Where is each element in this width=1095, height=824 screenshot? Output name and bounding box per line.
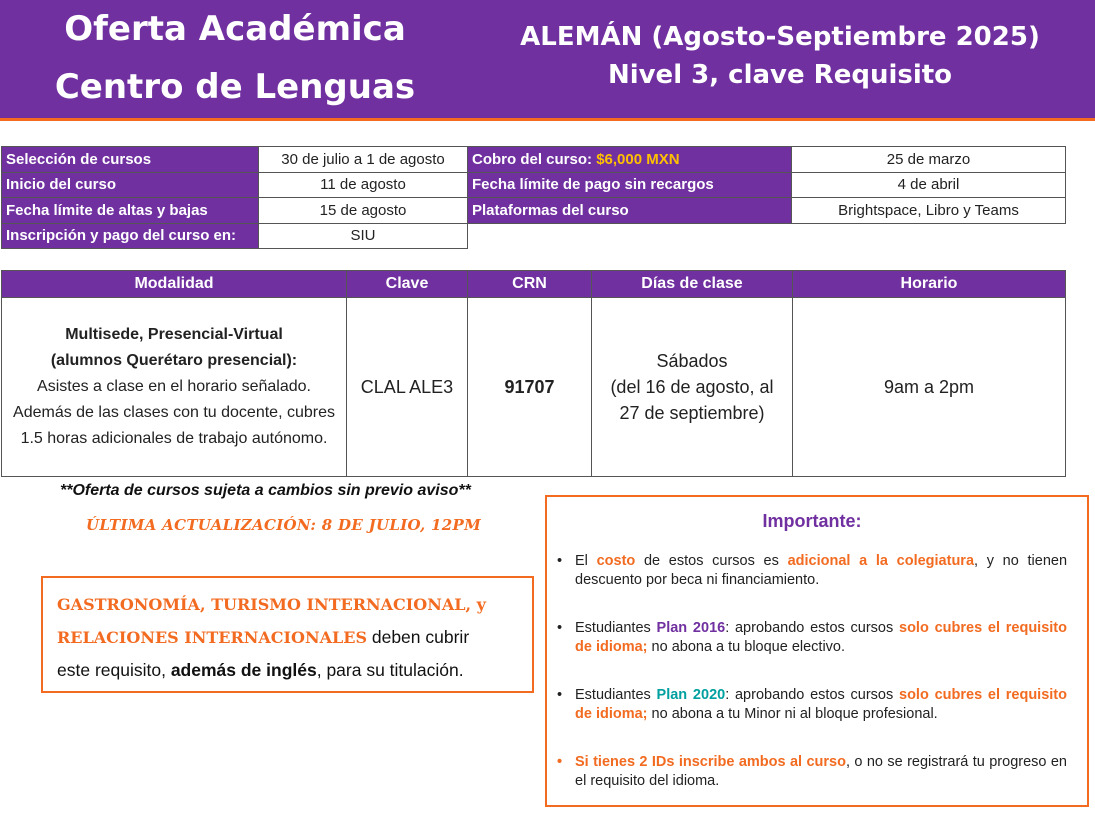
header-dias: Días de clase <box>592 271 793 298</box>
seleccion-label: Selección de cursos <box>2 147 259 173</box>
item-highlight: Plan 2016 <box>656 620 726 636</box>
modalidad-bold2: (alumnos Querétaro presencial): <box>50 352 298 369</box>
course-table-header <box>2 271 1066 298</box>
list-item <box>557 686 1067 724</box>
cobro-label <box>468 147 792 173</box>
course-line2: Nivel 3, clave Requisito <box>607 60 953 90</box>
inicio-value: 11 de agosto <box>259 172 468 198</box>
dias-line1: Sábados <box>656 351 728 371</box>
item-text: El <box>575 553 597 569</box>
dias-line2: (del 16 de agosto, al <box>610 377 774 397</box>
req-bold: además de inglés <box>170 660 317 680</box>
dias-line3: 27 de septiembre) <box>619 403 765 423</box>
modalidad-bold1: Multisede, Presencial-Virtual <box>65 326 283 343</box>
item-text: de estos cursos es <box>635 553 788 569</box>
req-text3: , para su titulación. <box>316 660 464 680</box>
cobro-value: 25 de marzo <box>792 147 1066 173</box>
crn-cell <box>468 298 592 477</box>
modalidad-cell <box>2 298 347 477</box>
careers-line2: RELACIONES INTERNACIONALES <box>57 628 367 647</box>
course-block <box>475 18 1085 94</box>
info-row <box>2 147 1066 173</box>
pago-value: 4 de abril <box>792 172 1066 198</box>
item-highlight: solo cubres el requisito de idioma; <box>575 687 1067 722</box>
header-horario: Horario <box>793 271 1066 298</box>
header-crn: CRN <box>468 271 592 298</box>
bullet-icon: • <box>557 553 563 569</box>
item-text: , o no se registrará tu progreso en el requisito del idioma. <box>575 754 1067 789</box>
horario-cell: 9am a 2pm <box>793 298 1066 477</box>
course-table <box>1 270 1066 477</box>
item-highlight: costo <box>596 553 636 569</box>
list-item <box>557 753 1067 791</box>
req-text1: deben cubrir <box>367 627 470 647</box>
header-modalidad: Modalidad <box>2 271 347 298</box>
important-title: Importante: <box>762 511 862 531</box>
inscripcion-label: Inscripción y pago del curso en: <box>2 223 259 249</box>
list-item <box>557 552 1067 590</box>
altas-label: Fecha límite de altas y bajas <box>2 198 259 224</box>
info-row <box>2 172 1066 198</box>
item-highlight: adicional a la colegiatura <box>787 553 975 569</box>
altas-value: 15 de agosto <box>259 198 468 224</box>
important-box <box>545 495 1089 807</box>
item-text: Estudiantes <box>575 687 657 703</box>
info-row <box>2 223 1066 249</box>
item-text: no abona a tu bloque electivo. <box>647 639 846 655</box>
list-item <box>557 619 1067 657</box>
seleccion-value: 30 de julio a 1 de agosto <box>259 147 468 173</box>
cobro-price: $6,000 MXN <box>596 150 680 168</box>
title-block <box>20 0 450 116</box>
course-line1: ALEMÁN (Agosto-Septiembre 2025) <box>520 22 1040 52</box>
item-text: : aprobando estos cursos <box>725 620 900 636</box>
disclaimer-text: **Oferta de cursos sujeta a cambios sin previo aviso** <box>60 482 471 499</box>
item-text: , y no tienen descuento por beca ni financiamiento. <box>575 553 1068 588</box>
plataformas-value: Brightspace, Libro y Teams <box>792 198 1066 224</box>
dias-cell <box>592 298 793 477</box>
item-text: : aprobando estos cursos <box>725 687 900 703</box>
item-text: Estudiantes <box>575 620 657 636</box>
clave-cell: CLAL ALE3 <box>347 298 468 477</box>
bullet-icon: • <box>557 754 563 770</box>
item-highlight: solo cubres el requisito de idioma; <box>575 620 1067 655</box>
header-clave: Clave <box>347 271 468 298</box>
inscripcion-value: SIU <box>259 223 468 249</box>
item-highlight: Plan 2020 <box>656 687 726 703</box>
requirement-box <box>41 576 534 693</box>
table-row <box>2 298 1066 477</box>
cobro-label-text: Cobro del curso: <box>472 150 593 168</box>
important-list <box>557 552 1067 791</box>
inicio-label: Inicio del curso <box>2 172 259 198</box>
bullet-icon: • <box>557 687 563 703</box>
info-row <box>2 198 1066 224</box>
modalidad-text: Asistes a clase en el horario señalado. Además de las clases con tu docente, cubres 1.5 horas adicionales de trabajo autónomo. <box>13 378 335 447</box>
info-table <box>1 146 1066 249</box>
title-line1: Oferta Académica <box>64 9 406 49</box>
last-update-text: ÚLTIMA ACTUALIZACIÓN: 8 DE JULIO, 12PM <box>86 516 482 534</box>
bullet-icon: • <box>557 620 563 636</box>
careers-line1: GASTRONOMÍA, TURISMO INTERNACIONAL, y <box>57 595 486 614</box>
header-banner <box>0 0 1095 121</box>
item-highlight: Si tienes 2 IDs inscribe ambos al curso <box>575 754 846 770</box>
empty-cell <box>792 223 1066 249</box>
plataformas-label: Plataformas del curso <box>468 198 792 224</box>
crn-value: 91707 <box>504 377 555 397</box>
pago-label: Fecha límite de pago sin recargos <box>468 172 792 198</box>
empty-cell <box>468 223 792 249</box>
title-line2: Centro de Lenguas <box>54 67 416 107</box>
req-text2: este requisito, <box>57 660 171 680</box>
item-text: no abona a tu Minor ni al bloque profesional. <box>647 706 938 722</box>
